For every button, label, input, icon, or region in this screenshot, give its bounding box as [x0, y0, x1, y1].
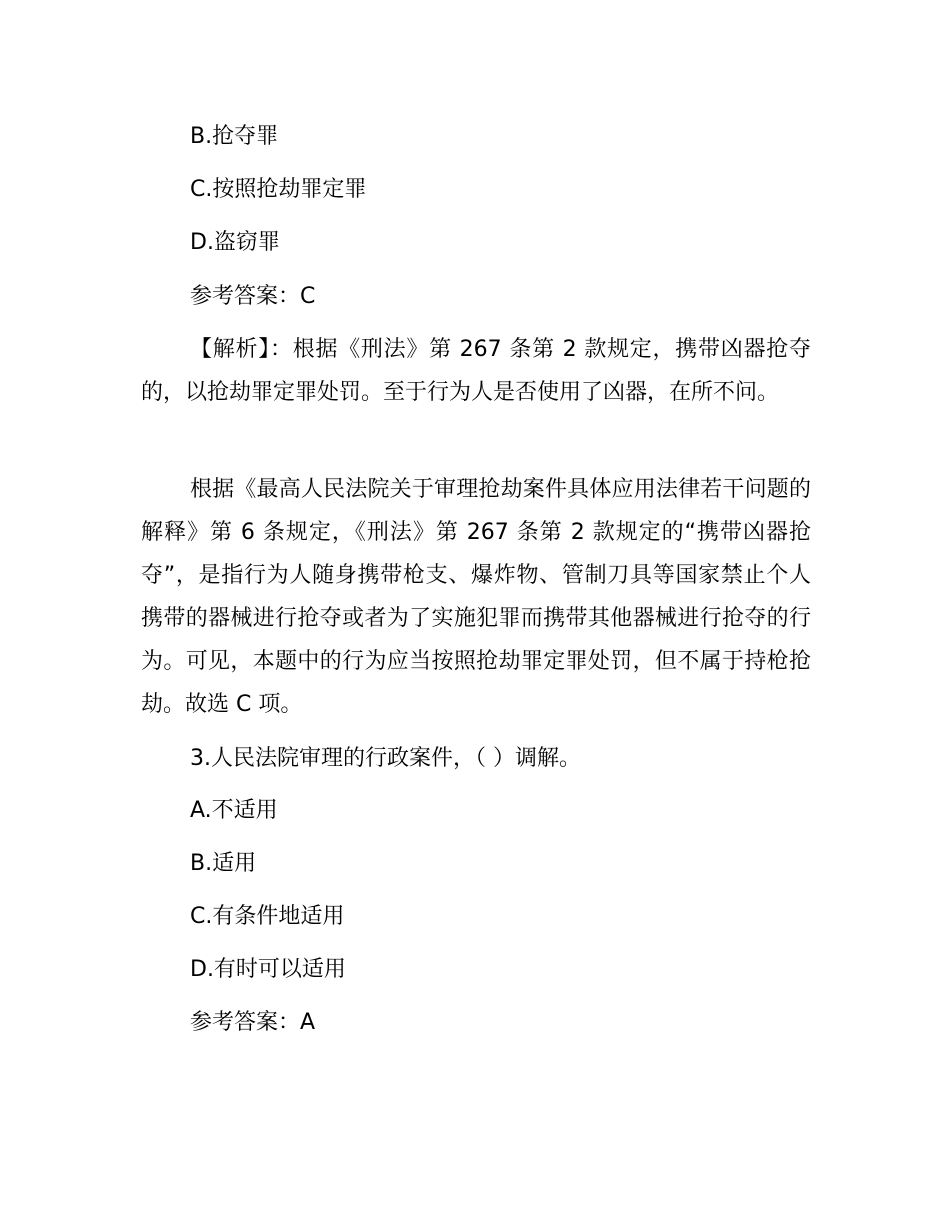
q3-option-b: B.适用 — [190, 851, 257, 876]
q2-analysis-paragraph-1: 【解析】：根据《刑法》第 267 条第 2 款规定，携带凶器抢夺的，以抢劫罪定罪处罚。至于行为人是否使用了凶器，在所不问。 — [141, 337, 811, 405]
q2-answer: 参考答案：C — [190, 284, 316, 309]
q2-option-c: C.按照抢劫罪定罪 — [190, 177, 367, 202]
q3-option-c: C.有条件地适用 — [190, 904, 345, 929]
q3-option-d: D.有时可以适用 — [190, 957, 346, 982]
q2-analysis-paragraph-2: 根据《最高人民法院关于审理抢劫案件具体应用法律若干问题的解释》第 6 条规定，《刑法》第 267 条第 2 款规定的“携带凶器抢夺”，是指行为人随身携带枪支、爆炸物、管制刀具等国家禁止个人携带的器械进行抢夺或者为了实施犯罪而携带其他器械进行抢夺的行为。可见，本题中的行为应当按照抢劫罪定罪处罚，但不属于持枪抢劫。故选 C 项。 — [141, 477, 811, 717]
q2-option-b: B.抢夺罪 — [190, 124, 279, 149]
q3-answer: 参考答案：A — [190, 1010, 316, 1035]
q3-option-a: A.不适用 — [190, 798, 278, 823]
q3-question: 3.人民法院审理的行政案件，（ ）调解。 — [190, 746, 581, 771]
q2-option-d: D.盗窃罪 — [190, 230, 280, 255]
